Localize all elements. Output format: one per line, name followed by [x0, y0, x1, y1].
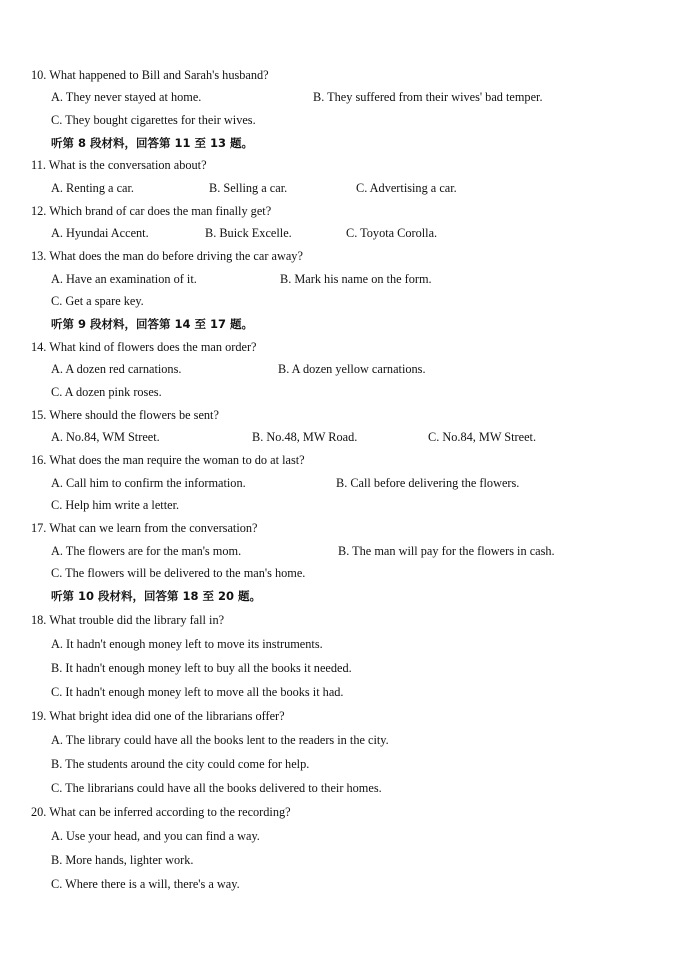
- section-heading-10: 听第 10 段材料，回答第 18 至 20 题。: [51, 589, 262, 603]
- question-10-option-b: B. They suffered from their wives' bad temper.: [313, 90, 543, 104]
- question-19-stem: 19. What bright idea did one of the librarians offer?: [31, 709, 285, 723]
- question-18-option-c: C. It hadn't enough money left to move all the books it had.: [51, 685, 344, 699]
- question-19-option-a: A. The library could have all the books lent to the readers in the city.: [51, 733, 389, 747]
- question-18-option-b: B. It hadn't enough money left to buy all the books it needed.: [51, 661, 352, 675]
- question-18-option-a: A. It hadn't enough money left to move its instruments.: [51, 637, 323, 651]
- section-heading-8: 听第 8 段材料，回答第 11 至 13 题。: [51, 136, 254, 150]
- question-20-option-b: B. More hands, lighter work.: [51, 853, 194, 867]
- question-17-option-a: A. The flowers are for the man's mom.: [51, 544, 242, 558]
- question-10-option-c: C. They bought cigarettes for their wives.: [51, 113, 256, 127]
- question-14-stem: 14. What kind of flowers does the man order?: [31, 340, 257, 354]
- question-15-option-b: B. No.48, MW Road.: [252, 430, 358, 444]
- section-heading-9: 听第 9 段材料，回答第 14 至 17 题。: [51, 317, 254, 331]
- question-14-option-a: A. A dozen red carnations.: [51, 362, 182, 376]
- question-15-option-c: C. No.84, MW Street.: [428, 430, 537, 444]
- question-12-option-b: B. Buick Excelle.: [205, 226, 292, 240]
- question-10-option-a: A. They never stayed at home.: [51, 90, 202, 104]
- question-19-option-c: C. The librarians could have all the books delivered to their homes.: [51, 781, 382, 795]
- question-13-stem: 13. What does the man do before driving the car away?: [31, 249, 303, 263]
- question-20-stem: 20. What can be inferred according to the recording?: [31, 805, 291, 819]
- question-13-option-c: C. Get a spare key.: [51, 294, 144, 308]
- question-11-stem: 11. What is the conversation about?: [31, 158, 207, 172]
- question-11-option-a: A. Renting a car.: [51, 181, 134, 195]
- question-14-option-c: C. A dozen pink roses.: [51, 385, 162, 399]
- question-11-option-c: C. Advertising a car.: [356, 181, 457, 195]
- question-12-option-a: A. Hyundai Accent.: [51, 226, 149, 240]
- question-16-option-a: A. Call him to confirm the information.: [51, 476, 246, 490]
- question-16-option-b: B. Call before delivering the flowers.: [336, 476, 520, 490]
- question-20-option-a: A. Use your head, and you can find a way.: [51, 829, 260, 843]
- question-17-option-b: B. The man will pay for the flowers in cash.: [338, 544, 555, 558]
- question-18-stem: 18. What trouble did the library fall in?: [31, 613, 225, 627]
- question-10-stem: 10. What happened to Bill and Sarah's husband?: [31, 68, 269, 82]
- question-12-option-c: C. Toyota Corolla.: [346, 226, 438, 240]
- question-11-option-b: B. Selling a car.: [209, 181, 288, 195]
- question-19-option-b: B. The students around the city could come for help.: [51, 757, 310, 771]
- question-12-stem: 12. Which brand of car does the man finally get?: [31, 204, 272, 218]
- question-16-option-c: C. Help him write a letter.: [51, 498, 180, 512]
- question-15-stem: 15. Where should the flowers be sent?: [31, 408, 219, 422]
- question-20-option-c: C. Where there is a will, there's a way.: [51, 877, 240, 891]
- question-17-option-c: C. The flowers will be delivered to the man's home.: [51, 566, 306, 580]
- question-13-option-b: B. Mark his name on the form.: [280, 272, 432, 286]
- question-14-option-b: B. A dozen yellow carnations.: [278, 362, 426, 376]
- question-16-stem: 16. What does the man require the woman to do at last?: [31, 453, 305, 467]
- question-15-option-a: A. No.84, WM Street.: [51, 430, 160, 444]
- question-17-stem: 17. What can we learn from the conversation?: [31, 521, 258, 535]
- question-13-option-a: A. Have an examination of it.: [51, 272, 197, 286]
